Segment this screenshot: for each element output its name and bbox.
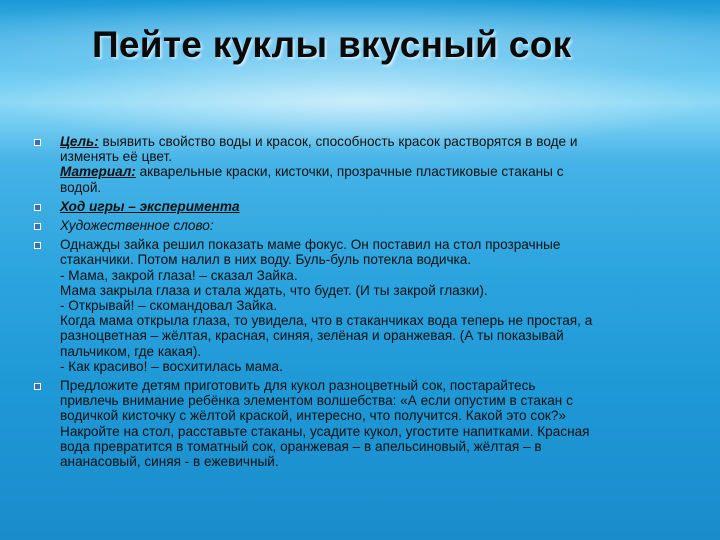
list-item-game-heading: [34, 199, 694, 214]
list-item-story: [34, 237, 694, 374]
story-line: - Открывай! – скомандовал Зайка.: [60, 298, 278, 314]
material-line-1: [60, 164, 694, 179]
list-item-suggestion: [34, 378, 694, 469]
square-bullet-icon: [34, 139, 41, 146]
story-line: Однажды зайка решил показать маме фокус. Он поставил на стол прозрачные: [60, 237, 561, 253]
suggestion-line: вода превратится в томатный сок, оранжевая – в апельсиновый, жёлтая – в: [60, 438, 542, 454]
goal-line-1: [60, 134, 694, 149]
story-line: Когда мама открыла глаза, то увидела, что в стаканчиках вода теперь не простая, а: [60, 313, 593, 329]
list-item-goal-material: [34, 134, 694, 195]
story-line: разноцветная – жёлтая, красная, синяя, зелёная и оранжевая. (А ты показывай: [60, 328, 564, 344]
story-line: Мама закрыла глаза и стала ждать, что будет. (И ты закрой глазки).: [60, 282, 488, 298]
goal-line-2: изменять её цвет.: [60, 149, 173, 165]
artistic-word: Художественное слово:: [60, 218, 214, 234]
suggestion-line: Предложите детям приготовить для кукол разноцветный сок, постарайтесь: [60, 378, 536, 394]
material-text: акварельные краски, кисточки, прозрачные пластиковые стаканы с: [135, 164, 564, 180]
bullet-list: [34, 134, 694, 473]
list-item-artistic-word: [34, 218, 694, 233]
suggestion-line: ананасовый, синяя - в ежевичный.: [60, 454, 279, 470]
square-bullet-icon: [34, 223, 41, 230]
suggestion-line: водичкой кисточку с жёлтой краской, интересно, что получится. Какой это сок?»: [60, 408, 566, 424]
slide-title: Пейте куклы вкусный сок: [92, 24, 572, 65]
story-line: - Мама, закрой глаза! – сказал Зайка.: [60, 267, 298, 283]
material-line-2: водой.: [60, 179, 102, 195]
story-line: - Как красиво! – восхитилась мама.: [60, 358, 283, 374]
goal-text: выявить свойство воды и красок, способность красок растворятся в воде и: [98, 134, 578, 149]
game-heading: Ход игры – эксперимента: [60, 198, 240, 214]
material-label: Материал:: [60, 164, 136, 180]
square-bullet-icon: [34, 383, 41, 390]
goal-label: Цель:: [60, 134, 99, 149]
suggestion-line: привлечь внимание ребёнка элементом волшебства: «А если опустим в стакан с: [60, 393, 573, 409]
story-line: стаканчики. Потом налил в них воду. Буль-буль потекла водичка.: [60, 252, 472, 268]
square-bullet-icon: [34, 204, 41, 211]
suggestion-line: Накройте на стол, расставьте стаканы, усадите кукол, угостите напитками. Красная: [60, 423, 590, 439]
square-bullet-icon: [34, 242, 41, 249]
story-line: пальчиком, где какая).: [60, 343, 202, 359]
